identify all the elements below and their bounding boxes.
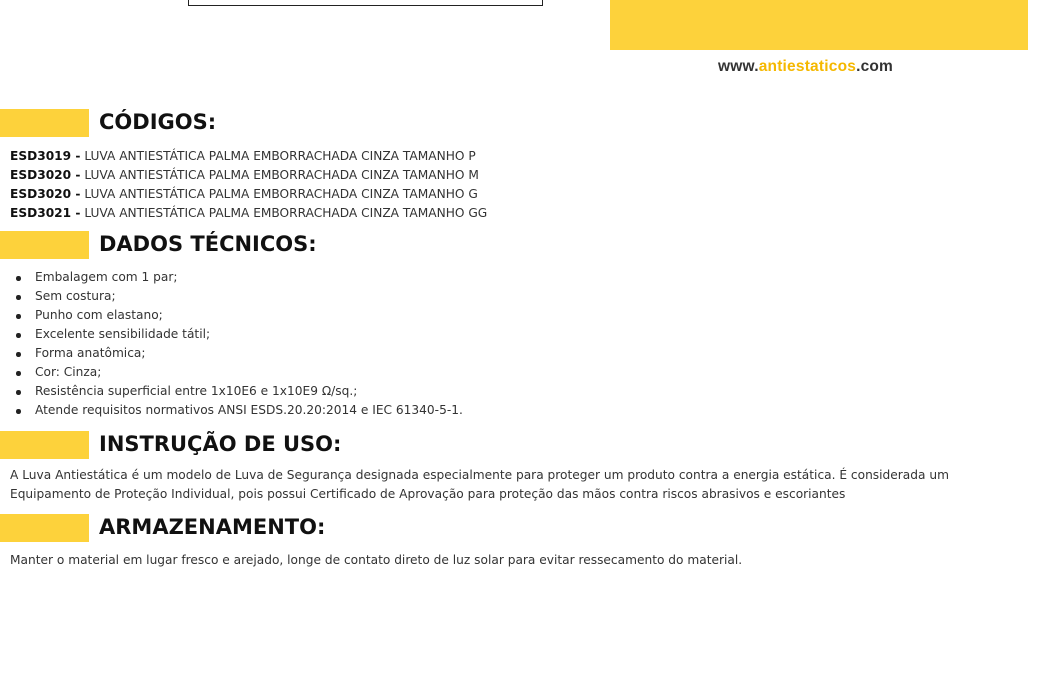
website-suffix: .com — [856, 58, 894, 75]
code-desc: LUVA ANTIESTÁTICA PALMA EMBORRACHADA CINZA TAMANHO GG — [80, 206, 488, 220]
code-id: ESD3019 - — [10, 149, 81, 163]
list-item: Punho com elastano; — [10, 306, 463, 325]
code-desc: LUVA ANTIESTÁTICA PALMA EMBORRACHADA CINZA TAMANHO M — [80, 168, 479, 182]
section-accent-bar — [0, 514, 89, 542]
section-accent-bar — [0, 431, 89, 459]
list-item: Excelente sensibilidade tátil; — [10, 325, 463, 344]
code-desc: LUVA ANTIESTÁTICA PALMA EMBORRACHADA CINZA TAMANHO P — [80, 149, 476, 163]
website-prefix: www. — [718, 58, 759, 75]
tech-specs-list — [10, 268, 463, 420]
list-item: Forma anatômica; — [10, 344, 463, 363]
codes-list — [10, 147, 487, 223]
website-link[interactable] — [718, 58, 893, 76]
code-id: ESD3021 - — [10, 206, 81, 220]
code-id: ESD3020 - — [10, 187, 81, 201]
section-title-instrucao: INSTRUÇÃO DE USO: — [99, 432, 342, 456]
instrucao-line: A Luva Antiestática é um modelo de Luva de Segurança designada especialmente para proteger um produto contra a energia estática. É considerada um — [10, 468, 949, 482]
website-accent: antiestaticos — [758, 58, 857, 75]
code-row — [10, 147, 487, 166]
code-row — [10, 166, 487, 185]
code-row — [10, 185, 487, 204]
section-title-codigos: CÓDIGOS: — [99, 110, 217, 134]
instrucao-line: Equipamento de Proteção Individual, pois possui Certificado de Aprovação para proteção das mãos contra riscos abrasivos e escoriantes — [10, 487, 846, 501]
code-row — [10, 204, 487, 223]
list-item: Sem costura; — [10, 287, 463, 306]
list-item: Embalagem com 1 par; — [10, 268, 463, 287]
instrucao-text — [10, 466, 1050, 504]
list-item: Atende requisitos normativos ANSI ESDS.20.20:2014 e IEC 61340-5-1. — [10, 401, 463, 420]
code-desc: LUVA ANTIESTÁTICA PALMA EMBORRACHADA CINZA TAMANHO G — [80, 187, 478, 201]
list-item: Cor: Cinza; — [10, 363, 463, 382]
top-frame-border — [188, 0, 543, 6]
section-accent-bar — [0, 109, 89, 137]
section-title-dados: DADOS TÉCNICOS: — [99, 232, 317, 256]
code-id: ESD3020 - — [10, 168, 81, 182]
section-title-armazenamento: ARMAZENAMENTO: — [99, 515, 326, 539]
armazenamento-text: Manter o material em lugar fresco e arejado, longe de contato direto de luz solar para evitar ressecamento do material. — [10, 553, 743, 567]
section-accent-bar — [0, 231, 89, 259]
list-item: Resistência superficial entre 1x10E6 e 1x10E9 Ω/sq.; — [10, 382, 463, 401]
yellow-banner — [610, 0, 1028, 50]
